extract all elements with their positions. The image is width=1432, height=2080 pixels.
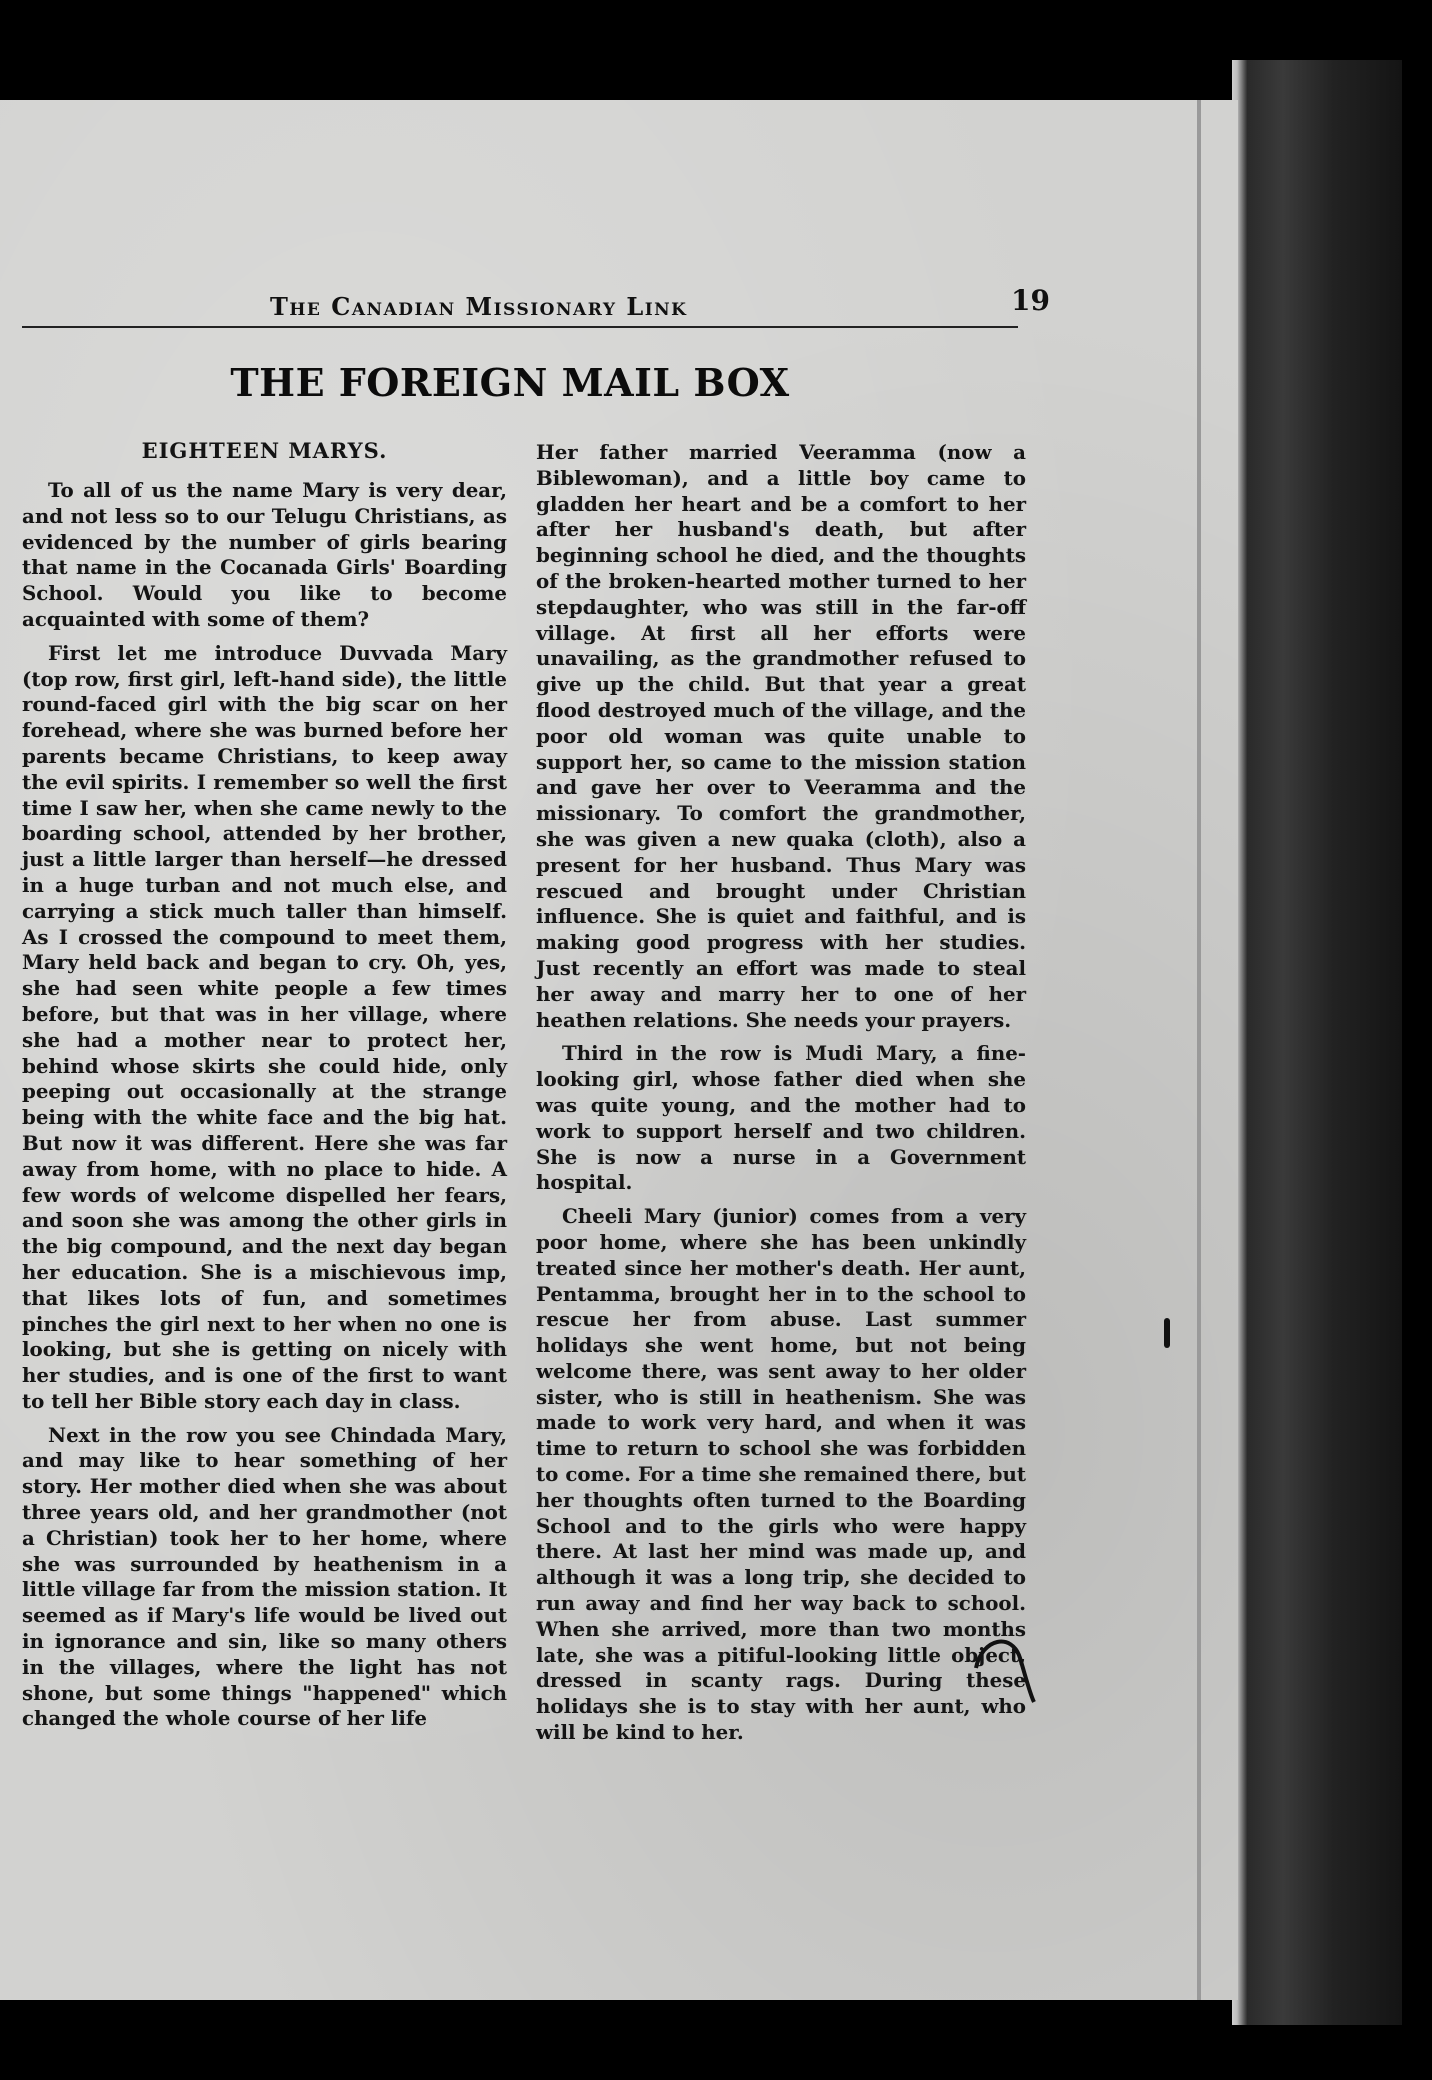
right-column	[536, 440, 1026, 1754]
handwritten-ink-mark	[972, 1628, 1038, 1708]
paragraph: First let me introduce Duvvada Mary (top row, first girl, left-hand side), the little round-faced girl with the big scar on her forehead, where she was burned before her parents became Christians, to keep away the evil spirits. I remember so well the first time I saw her, when she came newly to the boarding school, attended by her brother, just a little larger than herself—he dressed in a huge turban and not much else, and carrying a stick much taller than himself. As I crossed the compound to meet them, Mary held back and began to cry. Oh, yes, she had seen white people a few times before, but that was in her village, where she had a mother near to protect her, behind whose skirts she could hide, only peeping out occasionally at the strange being with the white face and the big hat. But now it was different. Here she was far away from home, with no place to hide. A few words of welcome dispelled her fears, and soon she was among the other girls in the big compound, and the next day began her education. She is a mischievous imp, that likes lots of fun, and sometimes pinches the girl next to her when no one is looking, but she is getting on nicely with her studies, and is one of the first to want to tell her Bible story each day in class.	[22, 640, 507, 1413]
paragraph: Cheeli Mary (junior) comes from a very poor home, where she has been unkindly treated since her mother's death. Her aunt, Pentamma, brought her in to the school to rescue her from abuse. Last summer holidays she went home, but not being welcome there, was sent away to her older sister, who is still in heathenism. She was made to work very hard, and when it was time to return to school she was forbidden to come. For a time she remained there, but her thoughts often turned to the Boarding School and to the girls who were happy there. At last her mind was made up, and although it was a long trip, she decided to run away and find her way back to school. When she arrived, more than two months late, she was a pitiful-looking little object, dressed in scanty rags. During these holidays she is to stay with her aunt, who will be kind to her.	[536, 1204, 1026, 1745]
page-number: 19	[1011, 284, 1050, 317]
paragraph: Next in the row you see Chindada Mary, and may like to hear something of her story. Her mother died when she was about three years old, and her grandmother (not a Christian) took her to her home, where she was surrounded by heathenism in a little village far from the mission station. It seemed as if Mary's life would be lived out in ignorance and sin, like so many others in the villages, where the light has not shone, but some things "happened" which changed the whole course of her life	[22, 1422, 507, 1731]
left-column	[22, 438, 507, 1740]
article-heading: EIGHTEEN MARYS.	[141, 438, 388, 463]
header-rule	[22, 326, 1018, 328]
paragraph: To all of us the name Mary is very dear, and not less so to our Telugu Christians, as evidenced by the number of girls bearing that name in the Cocanada Girls' Boarding School. Would you like to become acquainted with some of them?	[22, 478, 507, 631]
paragraph: Third in the row is Mudi Mary, a fine-looking girl, whose father died when she was quite young, and the mother had to work to support herself and two children. She is now a nurse in a Government hospital.	[536, 1041, 1026, 1195]
section-title: THE FOREIGN MAIL BOX	[230, 360, 790, 405]
running-header-title: The Canadian Missionary Link	[270, 292, 688, 321]
book-edge	[1232, 60, 1402, 2025]
paragraph: Her father married Veeramma (now a Biblewoman), and a little boy came to gladden her heart and be a comfort to her after her husband's death, but after beginning school he died, and the thoughts of the broken-hearted mother turned to her stepdaughter, who was still in the far-off village. At first all her efforts were unavailing, as the grandmother refused to give up the child. But that year a great flood destroyed much of the village, and the poor old woman was quite unable to support her, so came to the mission station and gave her over to Veeramma and the missionary. To comfort the grandmother, she was given a new quaka (cloth), also a present for her husband. Thus Mary was rescued and brought under Christian influence. She is quiet and faithful, and is making good progress with her studies. Just recently an effort was made to steal her away and marry her to one of her heathen relations. She needs your prayers.	[536, 440, 1026, 1032]
ink-blot	[1164, 1318, 1170, 1348]
page-fold-line	[1197, 100, 1201, 2000]
